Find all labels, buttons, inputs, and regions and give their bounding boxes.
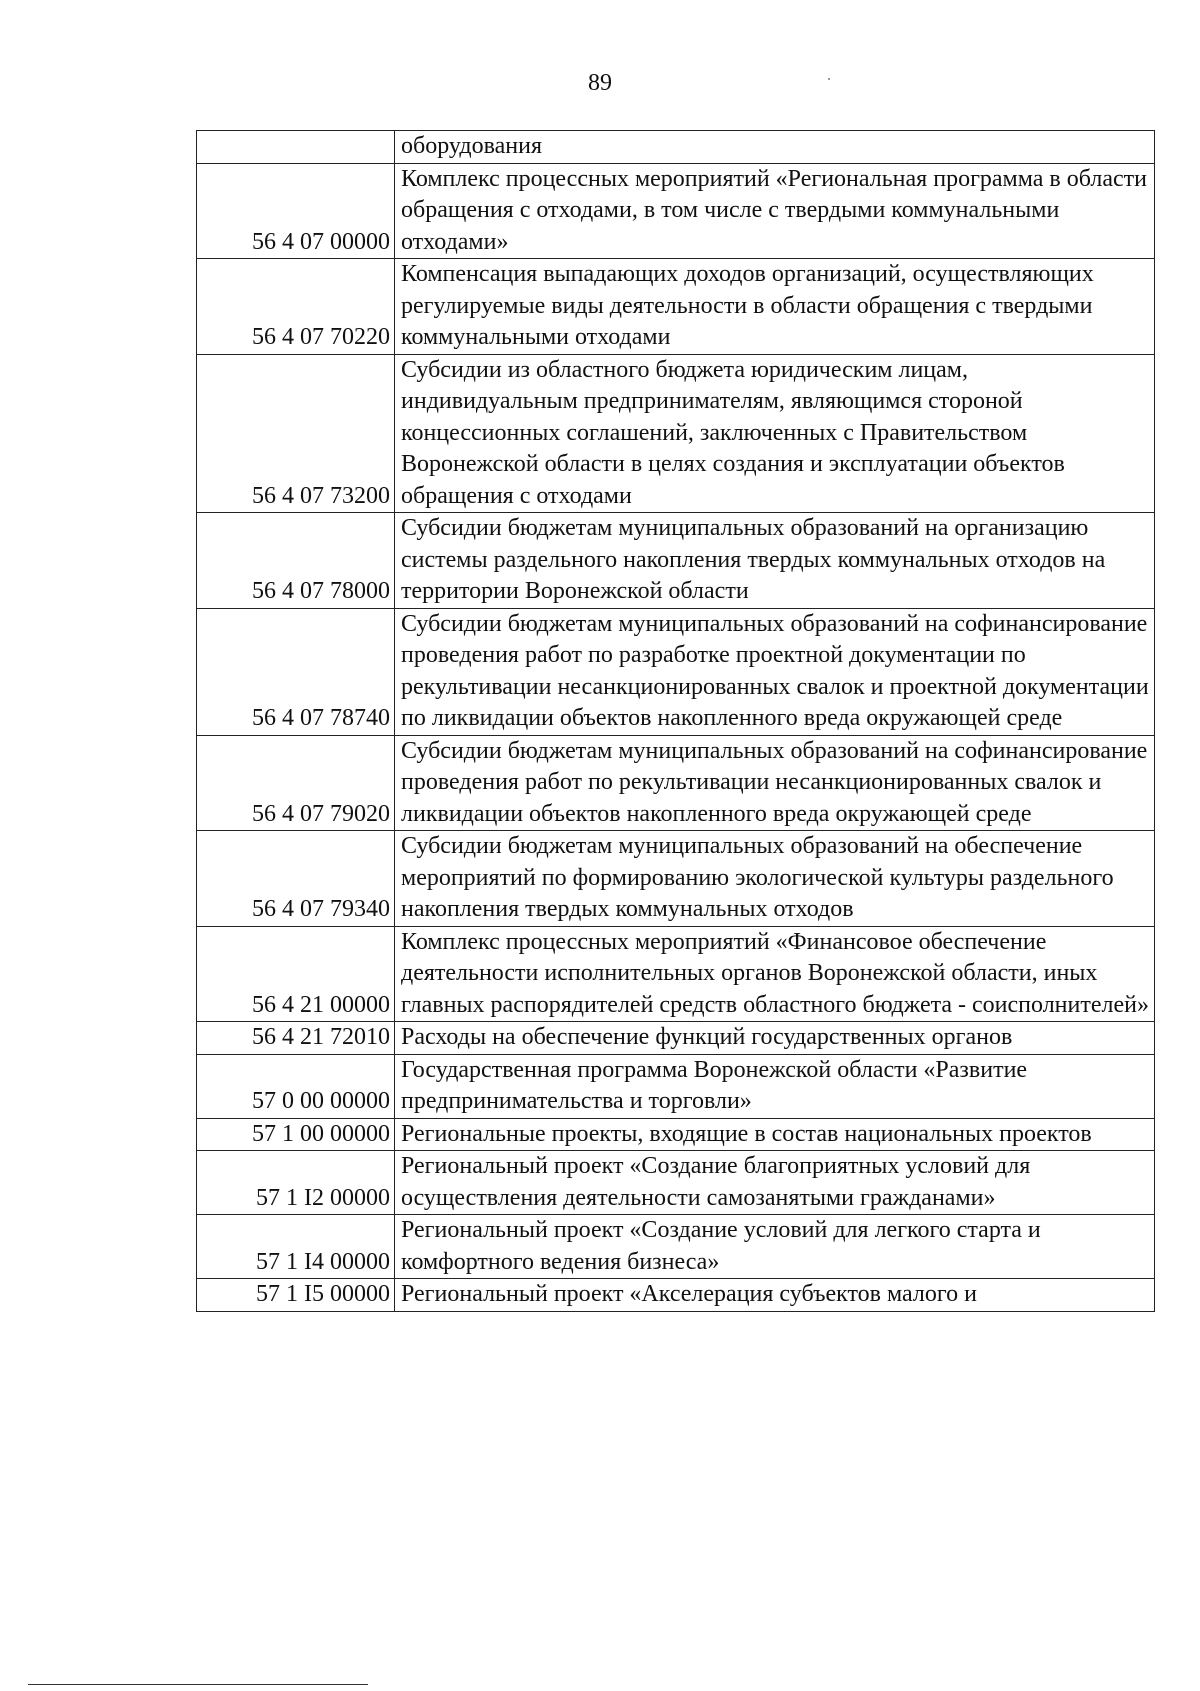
description-cell: Субсидии бюджетам муниципальных образований на софинансирование проведения работ по разработке проектной документации по рекультивации несанкционированных свалок и проектной документации по ликвидации объектов накопленного вреда окружающей среде: [395, 608, 1155, 735]
table-row: [197, 513, 1155, 609]
description-cell: Субсидии бюджетам муниципальных образований на обеспечение мероприятий по формированию экологической культуры раздельного накопления твердых коммунальных отходов: [395, 831, 1155, 927]
footnote-rule: [28, 1684, 368, 1685]
code-cell: 57 0 00 00000: [197, 1054, 395, 1118]
table-row: [197, 831, 1155, 927]
description-cell: Комплекс процессных мероприятий «Региональная программа в области обращения с отходами, в том числе с твердыми коммунальными отходами»: [395, 163, 1155, 259]
table-row: [197, 1279, 1155, 1312]
table-body: [197, 131, 1155, 1312]
description-cell: Субсидии бюджетам муниципальных образований на организацию системы раздельного накопления твердых коммунальных отходов на территории Воронежской области: [395, 513, 1155, 609]
description-cell: Региональный проект «Акселерация субъектов малого и: [395, 1279, 1155, 1312]
table-row: [197, 1022, 1155, 1055]
code-cell: 56 4 07 79340: [197, 831, 395, 927]
description-cell: Субсидии из областного бюджета юридическим лицам, индивидуальным предпринимателям, являющимся стороной концессионных соглашений, заключенных с Правительством Воронежской области в целях создания и эксплуатации объектов обращения с отходами: [395, 354, 1155, 513]
table-row: [197, 735, 1155, 831]
code-cell: [197, 131, 395, 164]
description-cell: Комплекс процессных мероприятий «Финансовое обеспечение деятельности исполнительных органов Воронежской области, иных главных распорядителей средств областного бюджета - соисполнителей»: [395, 926, 1155, 1022]
table-row: [197, 259, 1155, 355]
code-cell: 56 4 07 79020: [197, 735, 395, 831]
table-row: [197, 608, 1155, 735]
page-number: 89: [588, 70, 612, 96]
code-cell: 56 4 07 70220: [197, 259, 395, 355]
code-cell: 56 4 21 00000: [197, 926, 395, 1022]
table-row: [197, 1215, 1155, 1279]
table-row: [197, 163, 1155, 259]
budget-classification-table: [196, 130, 1155, 1312]
description-cell: Региональный проект «Создание благоприятных условий для осуществления деятельности самозанятыми гражданами»: [395, 1151, 1155, 1215]
description-cell: Государственная программа Воронежской области «Развитие предпринимательства и торговли»: [395, 1054, 1155, 1118]
table-row: [197, 1118, 1155, 1151]
code-cell: 56 4 21 72010: [197, 1022, 395, 1055]
table-row: [197, 1151, 1155, 1215]
code-cell: 57 1 I2 00000: [197, 1151, 395, 1215]
description-cell: оборудования: [395, 131, 1155, 164]
description-cell: Региональный проект «Создание условий для легкого старта и комфортного ведения бизнеса»: [395, 1215, 1155, 1279]
scan-speck: [828, 78, 830, 80]
description-cell: Субсидии бюджетам муниципальных образований на софинансирование проведения работ по рекультивации несанкционированных свалок и ликвидации объектов накопленного вреда окружающей среде: [395, 735, 1155, 831]
code-cell: 57 1 00 00000: [197, 1118, 395, 1151]
code-cell: 56 4 07 78000: [197, 513, 395, 609]
table-row: [197, 354, 1155, 513]
table-row: [197, 1054, 1155, 1118]
code-cell: 56 4 07 00000: [197, 163, 395, 259]
description-cell: Расходы на обеспечение функций государственных органов: [395, 1022, 1155, 1055]
table-row: [197, 131, 1155, 164]
table-row: [197, 926, 1155, 1022]
code-cell: 56 4 07 73200: [197, 354, 395, 513]
code-cell: 57 1 I5 00000: [197, 1279, 395, 1312]
description-cell: Региональные проекты, входящие в состав национальных проектов: [395, 1118, 1155, 1151]
code-cell: 57 1 I4 00000: [197, 1215, 395, 1279]
code-cell: 56 4 07 78740: [197, 608, 395, 735]
description-cell: Компенсация выпадающих доходов организаций, осуществляющих регулируемые виды деятельности в области обращения с твердыми коммунальными отходами: [395, 259, 1155, 355]
